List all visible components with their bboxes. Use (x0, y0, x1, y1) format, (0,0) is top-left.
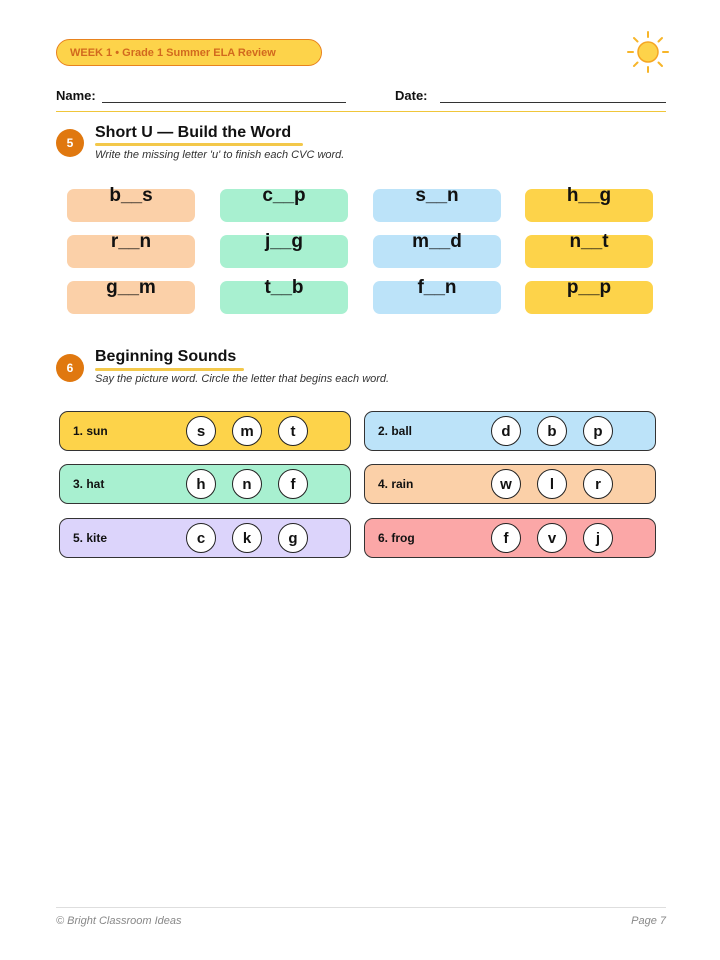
header-divider (56, 111, 666, 112)
picture-word-label: 4. rain (378, 477, 414, 491)
word-text: b__s (109, 185, 153, 206)
letter-option[interactable]: h (186, 469, 216, 499)
picture-item-sun (59, 411, 351, 451)
word-text: h__g (566, 185, 612, 206)
picture-item-ball (364, 411, 656, 451)
word-text: r__n (110, 231, 152, 252)
letter-option[interactable]: t (278, 416, 308, 446)
date-label: Date: (395, 88, 428, 103)
date-field-line[interactable] (440, 102, 666, 103)
footer-divider (56, 907, 666, 908)
picture-word-label: 1. sun (73, 424, 108, 438)
section-6-title: Beginning Sounds (95, 348, 237, 365)
word-card-fun[interactable] (373, 277, 501, 314)
word-card-run[interactable] (67, 231, 195, 268)
word-card-gum[interactable] (67, 277, 195, 314)
letter-option[interactable]: b (537, 416, 567, 446)
word-card-cup[interactable] (220, 185, 348, 222)
word-card-mud[interactable] (373, 231, 501, 268)
word-card-tub[interactable] (220, 277, 348, 314)
picture-item-rain (364, 464, 656, 504)
picture-word-label: 5. kite (73, 531, 108, 545)
word-text: m__d (412, 231, 462, 252)
letter-option[interactable]: j (583, 523, 613, 553)
word-card-pup[interactable] (525, 277, 653, 314)
letter-option[interactable]: w (491, 469, 521, 499)
letter-option[interactable]: r (583, 469, 613, 499)
word-text: n__t (569, 231, 609, 252)
section-5-title: Short U — Build the Word (95, 124, 292, 141)
picture-word-label: 2. ball (378, 424, 413, 438)
section-6-title-underline (95, 368, 244, 371)
week-badge: WEEK 1 • Grade 1 Summer ELA Review (56, 39, 322, 66)
letter-option[interactable]: c (186, 523, 216, 553)
letter-option[interactable]: l (537, 469, 567, 499)
picture-word-label: 3. hat (73, 477, 105, 491)
letter-option[interactable]: s (186, 416, 216, 446)
word-card-hug[interactable] (525, 185, 653, 222)
name-field-line[interactable] (102, 102, 346, 103)
word-text: g__m (106, 277, 156, 298)
sun-icon (626, 30, 670, 74)
word-text: j__g (264, 231, 304, 252)
section-6-number: 6 (56, 354, 84, 382)
letter-option[interactable]: g (278, 523, 308, 553)
picture-word-label: 6. frog (378, 531, 415, 545)
word-text: c__p (262, 185, 306, 206)
letter-option[interactable]: m (232, 416, 262, 446)
letter-option[interactable]: d (491, 416, 521, 446)
word-text: t__b (264, 277, 304, 298)
letter-option[interactable]: n (232, 469, 262, 499)
section-5-number: 5 (56, 129, 84, 157)
word-text: f__n (417, 277, 457, 298)
picture-item-frog (364, 518, 656, 558)
letter-option[interactable]: p (583, 416, 613, 446)
word-card-jug[interactable] (220, 231, 348, 268)
word-card-sun[interactable] (373, 185, 501, 222)
name-label: Name: (56, 88, 96, 103)
word-text: s__n (415, 185, 459, 206)
section-6-subtitle: Say the picture word. Circle the letter that begins each word. (95, 373, 390, 385)
section-5-subtitle: Write the missing letter 'u' to finish each CVC word. (95, 149, 345, 161)
letter-option[interactable]: f (491, 523, 521, 553)
letter-option[interactable]: k (232, 523, 262, 553)
letter-option[interactable]: f (278, 469, 308, 499)
word-card-bus[interactable] (67, 185, 195, 222)
footer-copyright: © Bright Classroom Ideas (56, 915, 182, 927)
word-text: p__p (566, 277, 612, 298)
letter-option[interactable]: v (537, 523, 567, 553)
picture-item-kite (59, 518, 351, 558)
word-card-nut[interactable] (525, 231, 653, 268)
picture-item-hat (59, 464, 351, 504)
section-5-title-underline (95, 143, 303, 146)
page-number: Page 7 (631, 915, 666, 927)
